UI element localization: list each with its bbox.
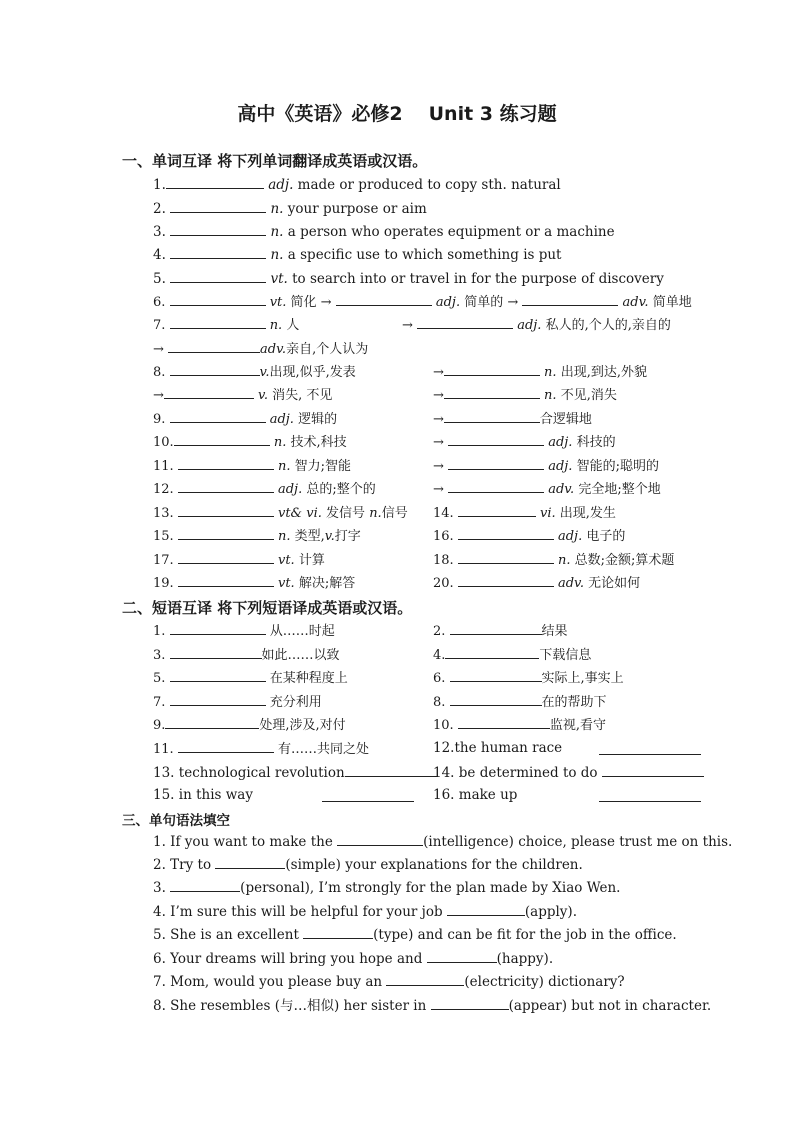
answer-blank[interactable] xyxy=(170,879,240,892)
answer-blank[interactable] xyxy=(450,693,542,706)
answer-blank[interactable] xyxy=(215,856,285,869)
answer-blank[interactable] xyxy=(165,716,259,729)
answer-blank[interactable] xyxy=(417,316,513,329)
grammar-q-7: 7. Mom, would you please buy an (electricity) dictionary? xyxy=(153,974,625,990)
phrase-row-6: 6. 实际上,事实上 xyxy=(433,671,624,686)
answer-blank[interactable] xyxy=(444,410,540,423)
answer-blank[interactable] xyxy=(448,480,544,493)
word-row-8b-right: → n. 不见,消失 xyxy=(433,388,617,403)
word-row-16: 16. adj. 电子的 xyxy=(433,529,626,544)
answer-blank[interactable] xyxy=(336,293,432,306)
word-row-18: 18. n. 总数;金额;算术题 xyxy=(433,553,675,568)
answer-blank[interactable] xyxy=(170,410,266,423)
answer-blank[interactable] xyxy=(178,457,274,470)
word-row-11: 11. n. 智力;智能 xyxy=(153,459,352,474)
answer-blank[interactable] xyxy=(345,764,437,777)
word-row-9: 9. adj. 逻辑的 xyxy=(153,412,338,427)
answer-blank[interactable] xyxy=(170,270,266,283)
word-row-4: 4. n. a specific use to which something is put xyxy=(153,247,562,263)
answer-blank[interactable] xyxy=(448,457,544,470)
word-row-5: 5. vt. to search into or travel in for the purpose of discovery xyxy=(153,271,664,287)
word-row-10: 10. n. 技术,科技 xyxy=(153,435,347,450)
word-row-9-right: → 合逻辑地 xyxy=(433,412,592,427)
answer-blank[interactable] xyxy=(178,527,274,540)
word-row-6: 6. vt. 简化 → adj. 简单的 → adv. 简单地 xyxy=(153,295,692,310)
phrase-row-3: 3. 如此……以致 xyxy=(153,648,340,663)
answer-blank[interactable] xyxy=(450,622,542,635)
answer-blank[interactable] xyxy=(458,551,554,564)
answer-blank[interactable] xyxy=(431,997,509,1010)
word-row-14: 14. vi. 出现,发生 xyxy=(433,506,616,521)
phrase-row-1: 1. 从……时起 xyxy=(153,624,335,639)
word-row-12-right: → adv. 完全地;整个地 xyxy=(433,482,661,497)
grammar-q-5: 5. She is an excellent (type) and can be fit for the job in the office. xyxy=(153,927,677,943)
answer-blank[interactable] xyxy=(458,504,536,517)
answer-blank[interactable] xyxy=(444,386,540,399)
section-heading-2: 二、短语互译 将下列短语译成英语或汉语。 xyxy=(122,599,413,617)
answer-blank[interactable] xyxy=(164,386,254,399)
answer-blank[interactable] xyxy=(170,200,266,213)
word-row-7b: → adv.亲自,个人认为 xyxy=(153,342,369,357)
grammar-q-1: 1. If you want to make the (intelligence) choice, please trust me on this. xyxy=(153,834,733,850)
answer-blank[interactable] xyxy=(522,293,618,306)
grammar-q-8: 8. She resembles (与…相似) her sister in (appear) but not in character. xyxy=(153,998,712,1014)
answer-blank[interactable] xyxy=(458,716,550,729)
phrase-row-15: 15. in this way xyxy=(153,787,253,803)
answer-blank[interactable] xyxy=(170,646,262,659)
word-row-7: 7. n. 人 xyxy=(153,318,300,333)
phrase-row-2: 2. 结果 xyxy=(433,624,568,639)
answer-blank[interactable] xyxy=(168,340,260,353)
section-heading-1: 一、单词互译 将下列单词翻译成英语或汉语。 xyxy=(122,152,428,170)
answer-blank[interactable] xyxy=(337,833,423,846)
answer-blank[interactable] xyxy=(166,176,264,189)
word-row-8b: → v. 消失, 不见 xyxy=(153,388,333,403)
answer-blank[interactable] xyxy=(458,574,554,587)
answer-blank[interactable] xyxy=(444,363,540,376)
word-row-8: 8. v.出现,似乎,发表 xyxy=(153,365,356,380)
answer-blank[interactable] xyxy=(178,574,274,587)
title-part2: Unit 3 练习题 xyxy=(428,103,557,125)
word-row-11-right: → adj. 智能的;聪明的 xyxy=(433,459,659,474)
section-heading-3: 三、单句语法填空 xyxy=(122,813,230,829)
page-title xyxy=(0,99,794,126)
phrase-row-13: 13. technological revolution xyxy=(153,764,437,781)
grammar-q-4: 4. I’m sure this will be helpful for your job (apply). xyxy=(153,904,577,920)
answer-blank[interactable] xyxy=(170,316,266,329)
word-row-19: 19. vt. 解决;解答 xyxy=(153,576,356,591)
phrase-row-10: 10. 监视,看守 xyxy=(433,718,606,733)
answer-blank[interactable] xyxy=(322,787,414,802)
answer-blank[interactable] xyxy=(170,246,266,259)
title-part1: 高中《英语》必修2 xyxy=(237,103,403,125)
answer-blank[interactable] xyxy=(170,293,266,306)
answer-blank[interactable] xyxy=(427,950,497,963)
word-row-8-right: → n. 出现,到达,外貌 xyxy=(433,365,647,380)
answer-blank[interactable] xyxy=(170,223,266,236)
word-row-12: 12. adj. 总的;整个的 xyxy=(153,482,376,497)
answer-blank[interactable] xyxy=(170,669,266,682)
grammar-q-3: 3. (personal), I’m strongly for the plan made by Xiao Wen. xyxy=(153,880,621,896)
answer-blank[interactable] xyxy=(178,551,274,564)
answer-blank[interactable] xyxy=(303,926,373,939)
word-row-3: 3. n. a person who operates equipment or a machine xyxy=(153,224,615,240)
phrase-row-5: 5. 在某种程度上 xyxy=(153,671,348,686)
answer-blank[interactable] xyxy=(170,693,266,706)
phrase-row-8: 8. 在的帮助下 xyxy=(433,695,607,710)
answer-blank[interactable] xyxy=(450,669,542,682)
word-row-2: 2. n. your purpose or aim xyxy=(153,201,427,217)
phrase-row-16: 16. make up xyxy=(433,787,518,803)
word-row-13: 13. vt& vi. 发信号 n.信号 xyxy=(153,506,408,521)
answer-blank[interactable] xyxy=(445,646,539,659)
phrase-row-9: 9. 处理,涉及,对付 xyxy=(153,718,346,733)
answer-blank[interactable] xyxy=(599,740,701,755)
grammar-q-6: 6. Your dreams will bring you hope and (happy). xyxy=(153,951,554,967)
phrase-row-11: 11. 有……共同之处 xyxy=(153,742,369,757)
phrase-row-4: 4. 下载信息 xyxy=(433,648,592,663)
answer-blank[interactable] xyxy=(170,363,260,376)
answer-blank[interactable] xyxy=(448,433,544,446)
answer-blank[interactable] xyxy=(178,740,274,753)
word-row-7-right: → adj. 私人的,个人的,亲自的 xyxy=(402,318,671,333)
answer-blank[interactable] xyxy=(447,903,525,916)
answer-blank[interactable] xyxy=(458,527,554,540)
word-row-20: 20. adv. 无论如何 xyxy=(433,576,641,591)
grammar-q-2: 2. Try to (simple) your explanations for the children. xyxy=(153,857,583,873)
answer-blank[interactable] xyxy=(178,480,274,493)
word-row-17: 17. vt. 计算 xyxy=(153,553,325,568)
word-row-10-right: → adj. 科技的 xyxy=(433,435,616,450)
answer-blank[interactable] xyxy=(178,504,274,517)
answer-blank[interactable] xyxy=(386,973,464,986)
word-row-15: 15. n. 类型,v.打字 xyxy=(153,529,361,544)
answer-blank[interactable] xyxy=(602,764,704,777)
phrase-row-7: 7. 充分利用 xyxy=(153,695,322,710)
answer-blank[interactable] xyxy=(599,787,701,802)
word-row-1: 1. adj. made or produced to copy sth. natural xyxy=(153,177,561,193)
answer-blank[interactable] xyxy=(174,433,270,446)
answer-blank[interactable] xyxy=(170,622,266,635)
phrase-row-14: 14. be determined to do xyxy=(433,764,704,781)
phrase-row-12: 12.the human race xyxy=(433,740,563,756)
